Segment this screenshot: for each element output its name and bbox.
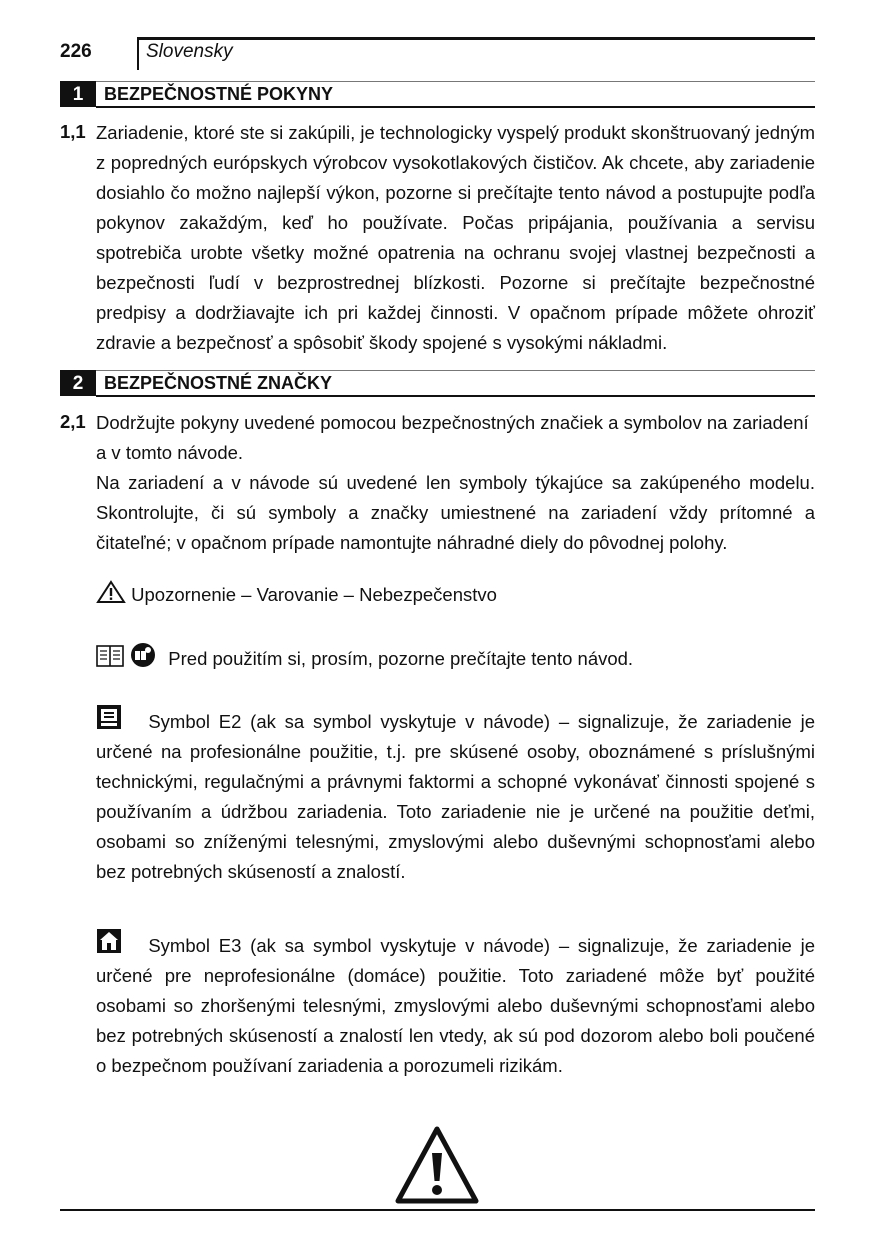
- footer-rule: [60, 1209, 815, 1211]
- symbol-e2-paragraph: [96, 704, 815, 887]
- symbol-e3-text: Symbol E3 (ak sa symbol vyskytuje v návode) – signalizuje, že zariadenie je určené pre neprofesionálne (domáce) použitie. Toto zariadené môže byť použité osobami so zhoršenými telesnými, zmyslovými alebo duševnými schopnosťami alebo bez potrebných skúseností a znalostí len vtedy, ak sú pod dozorom alebo boli poučené o bezpečnom používaní zariadenia a porozumeli rizikám.: [96, 935, 816, 1076]
- section-number: 2: [60, 370, 96, 396]
- warning-symbol-line: [96, 580, 497, 610]
- section-title: BEZPEČNOSTNÉ POKYNY: [104, 84, 334, 104]
- symbol-e3-paragraph: [96, 928, 815, 1081]
- open-book-icon: [96, 648, 129, 669]
- paragraph-number: 2,1: [60, 411, 86, 432]
- paragraph-2-1: Dodržujte pokyny uvedené pomocou bezpečnostných značiek a symbolov na zariadení a v tomto návode.: [96, 412, 809, 463]
- manual-symbol-line: [96, 642, 633, 674]
- professional-use-icon: [96, 711, 131, 732]
- header-language: Slovensky: [146, 41, 233, 62]
- header-rule: [137, 37, 815, 40]
- section-title: BEZPEČNOSTNÉ ZNAČKY: [104, 373, 333, 393]
- paragraph-1-1: Zariadenie, ktoré ste si zakúpili, je technologicky vyspelý produkt skonštruovaný jedným z popredných európskych výrobcov vysokotlakových čističov. Ak chcete, aby zariadenie dosiahlo čo možno najlepší výkon, pozorne si prečítajte tento návod a postupujte podľa pokynov zakaždým, keď ho používate. Počas pripájania, používania a servisu spotrebiča urobte všetky možné opatrenia na ochranu svojej vlastnej bezpečnosti a bezpečnosti ľudí v bezprostrednej blízkosti. Pozorne si prečítajte bezpečnostné predpisy a dodržiavajte ich pri každej činnosti. V opačnom prípade môžete ohroziť zdravie a bezpečnosť a spôsobiť škody spojené s vysokými nákladmi.: [96, 122, 815, 353]
- warning-triangle-icon: [394, 1125, 480, 1205]
- paragraph-2-1-continued: Na zariadení a v návode sú uvedené len symboly týkajúce sa zakúpeného modelu. Skontrolujte, či sú symboly a značky umiestnené na zariadení vždy prítomné a čitateľné; v opačnom prípade namontujte náhradné diely do pôvodnej polohy.: [96, 472, 815, 553]
- manual-symbol-text: Pred použitím si, prosím, pozorne prečítajte tento návod.: [168, 648, 634, 669]
- warning-symbol-text: Upozornenie – Varovanie – Nebezpečenstvo: [131, 584, 497, 605]
- home-use-icon: [96, 935, 131, 956]
- section-heading-1: [60, 81, 815, 107]
- page-number: 226: [60, 41, 92, 62]
- warning-triangle-icon: [96, 584, 131, 605]
- paragraph-number: 1,1: [60, 121, 86, 142]
- read-manual-icon: [129, 648, 162, 669]
- section-heading-2: [60, 370, 815, 396]
- symbol-e2-text: Symbol E2 (ak sa symbol vyskytuje v návode) – signalizuje, že zariadenie je určené na profesionálne použitie, t.j. pre skúsené osoby, oboznámené s príslušnými technickými, regulačnými a právnymi faktormi a schopné vykonávať činnosti spojené s používaním a údržbou zariadenia. Toto zariadenie nie je určené na použitie deťmi, osobami so zníženými telesnými, zmyslovými alebo duševnými schopnosťami alebo bez potrebných skúseností a znalostí.: [96, 711, 816, 882]
- header-divider: [137, 38, 139, 70]
- section-number: 1: [60, 81, 96, 107]
